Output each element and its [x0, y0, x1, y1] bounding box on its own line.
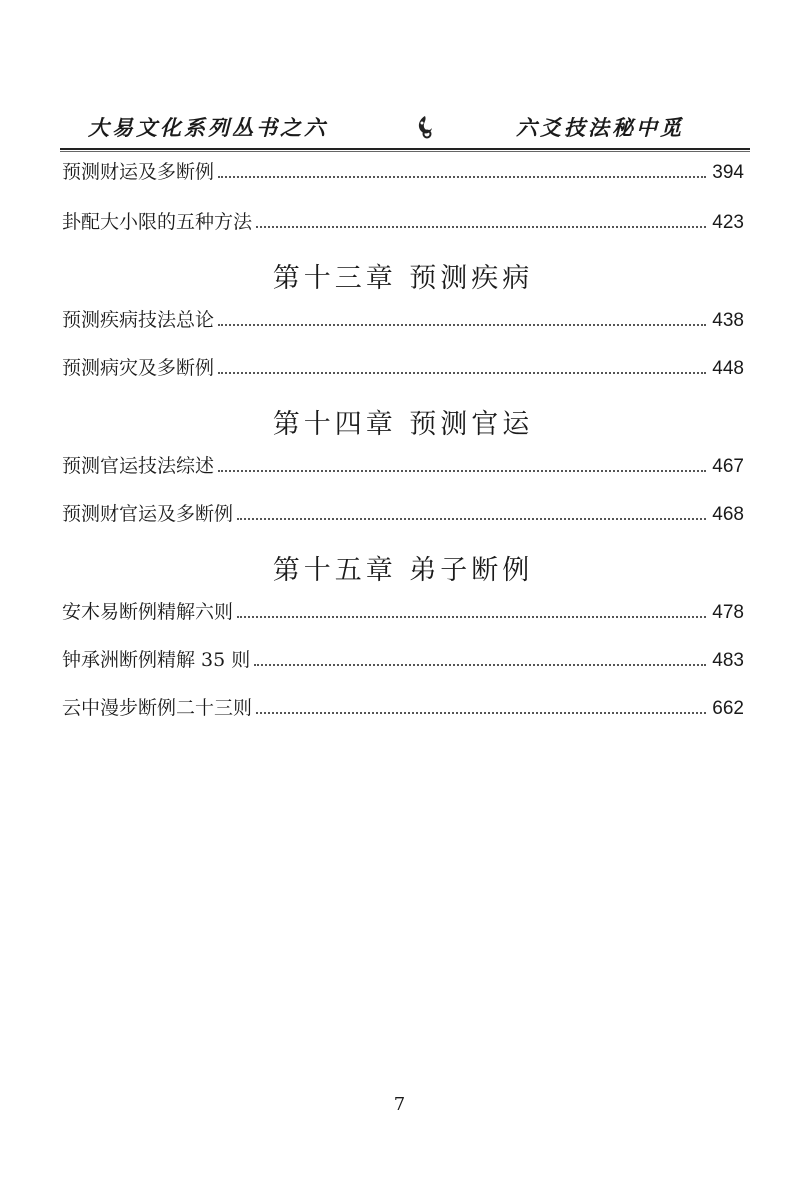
leader-dots: [254, 664, 706, 666]
leader-dots: [256, 226, 706, 228]
leader-dots: [218, 324, 706, 326]
toc-entry-title: 卦配大小限的五种方法: [62, 211, 253, 233]
running-header: [60, 112, 750, 148]
toc-entry-page: 438: [712, 310, 744, 331]
toc-entry-title: 安木易断例精解六则: [62, 601, 234, 623]
chapter-heading[interactable]: 第十五章 弟子断例: [272, 555, 534, 586]
chapter-heading[interactable]: 第十三章 预测疾病: [272, 263, 534, 294]
taiji-logo-icon: [414, 114, 436, 140]
leader-dots: [218, 372, 706, 374]
leader-dots: [218, 470, 706, 472]
toc-entry[interactable]: [62, 648, 744, 672]
toc-entry-title: 钟承洲断例精解 35 则: [62, 649, 251, 671]
toc-entry-page: 423: [712, 212, 744, 233]
toc-entry-page: 478: [712, 602, 744, 623]
toc-entry[interactable]: [62, 210, 744, 234]
toc-entry-page: 483: [712, 650, 744, 671]
leader-dots: [218, 176, 706, 178]
chapter-heading[interactable]: 第十四章 预测官运: [272, 409, 534, 440]
page-number: 7: [393, 1094, 406, 1115]
toc-entry-title: 云中漫步断例二十三则: [62, 697, 253, 719]
toc-entry-page: 467: [712, 456, 744, 477]
book-title: 六爻技法秘中觅: [516, 115, 684, 140]
table-of-contents: [62, 150, 744, 720]
toc-entry[interactable]: [62, 454, 744, 478]
toc-entry-title: 预测疾病技法总论: [62, 309, 215, 331]
toc-entry-page: 394: [712, 162, 744, 183]
toc-entry[interactable]: [62, 502, 744, 526]
toc-entry-page: 448: [712, 358, 744, 379]
toc-entry[interactable]: [62, 600, 744, 624]
toc-entry[interactable]: [62, 308, 744, 332]
toc-entry-title: 预测财运及多断例: [62, 161, 215, 183]
toc-entry-title: 预测财官运及多断例: [62, 503, 234, 525]
toc-entry-title: 预测官运技法综述: [62, 455, 215, 477]
toc-entry[interactable]: [62, 160, 744, 184]
toc-entry[interactable]: [62, 356, 744, 380]
toc-entry[interactable]: [62, 696, 744, 720]
leader-dots: [237, 616, 706, 618]
leader-dots: [256, 712, 706, 714]
toc-entry-title: 预测病灾及多断例: [62, 357, 215, 379]
toc-entry-page: 468: [712, 504, 744, 525]
toc-entry-page: 662: [712, 698, 744, 719]
leader-dots: [237, 518, 706, 520]
series-title: 大易文化系列丛书之六: [88, 115, 328, 140]
